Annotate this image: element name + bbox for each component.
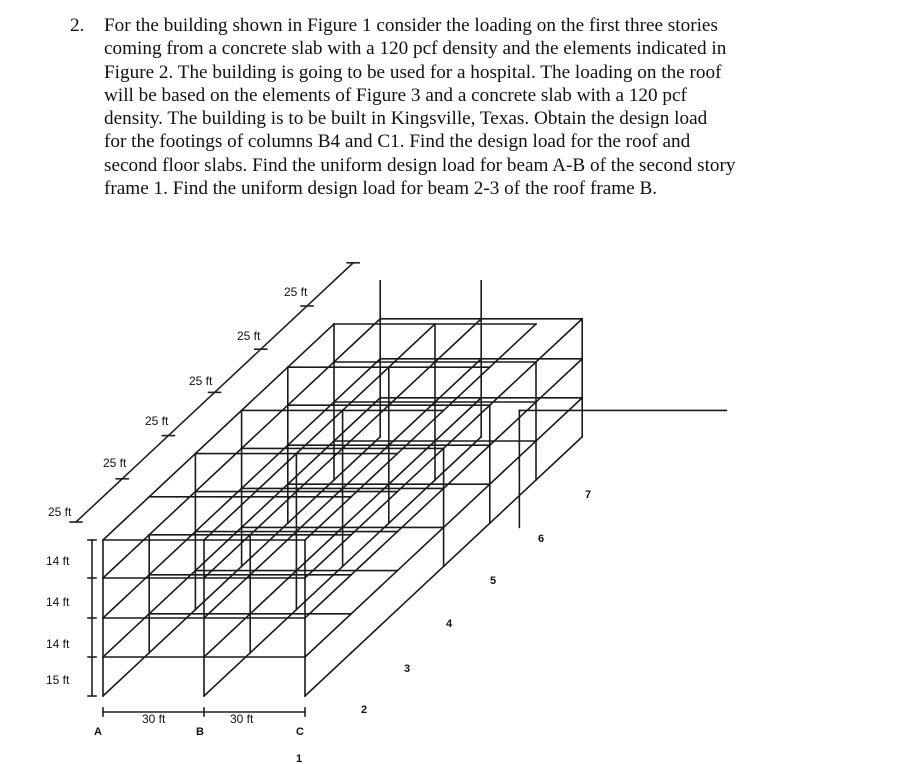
gridline-label-2: 2	[361, 704, 368, 716]
problem-line: frame 1. Find the uniform design load for beam 2-3 of the roof frame B.	[104, 178, 658, 200]
bay-depth-label: 25 ft	[48, 505, 72, 519]
gridline-label-5: 5	[490, 575, 497, 587]
bay-depth-label: 25 ft	[284, 285, 308, 299]
bay-depth-label: 25 ft	[189, 374, 213, 388]
problem-line: for the footings of columns B4 and C1. Find the design load for the roof and	[104, 131, 691, 153]
gridline-label-4: 4	[446, 618, 453, 630]
gridline-label-7: 7	[585, 489, 592, 501]
gridline-label-A: A	[94, 726, 102, 738]
frame-lines	[103, 281, 726, 696]
gridline-label-C: C	[296, 726, 304, 738]
story-height-label: 14 ft	[46, 554, 70, 568]
bay-depth-label: 25 ft	[103, 456, 127, 470]
bay-width-label: 30 ft	[230, 712, 254, 726]
problem-line: coming from a concrete slab with a 120 pcf density and the elements indicated in	[104, 38, 727, 60]
bay-depth-label: 25 ft	[145, 414, 169, 428]
problem-line: will be based on the elements of Figure 3 and a concrete slab with a 120 pcf	[104, 84, 687, 106]
problem-line: For the building shown in Figure 1 consider the loading on the first three stories	[104, 15, 718, 36]
beam-depth	[204, 324, 435, 540]
problem-line: Figure 2. The building is going to be used for a hospital. The loading on the roof	[104, 61, 722, 83]
bay-width-label: 30 ft	[142, 712, 166, 726]
problem-line: density. The building is to be built in Kingsville, Texas. Obtain the design load	[104, 108, 708, 130]
story-height-label: 14 ft	[46, 595, 70, 609]
problem-line: second floor slabs. Find the uniform design load for beam A-B of the second story	[104, 154, 736, 176]
story-height-label: 14 ft	[46, 637, 70, 651]
problem-number: 2.	[70, 15, 85, 36]
gridline-label-6: 6	[538, 533, 545, 545]
beam-depth	[103, 324, 334, 540]
gridline-label-3: 3	[404, 663, 411, 675]
gridline-label-1: 1	[296, 753, 303, 764]
gridline-label-B: B	[196, 726, 204, 738]
bay-depth-label: 25 ft	[237, 329, 261, 343]
story-height-label: 15 ft	[46, 673, 70, 687]
